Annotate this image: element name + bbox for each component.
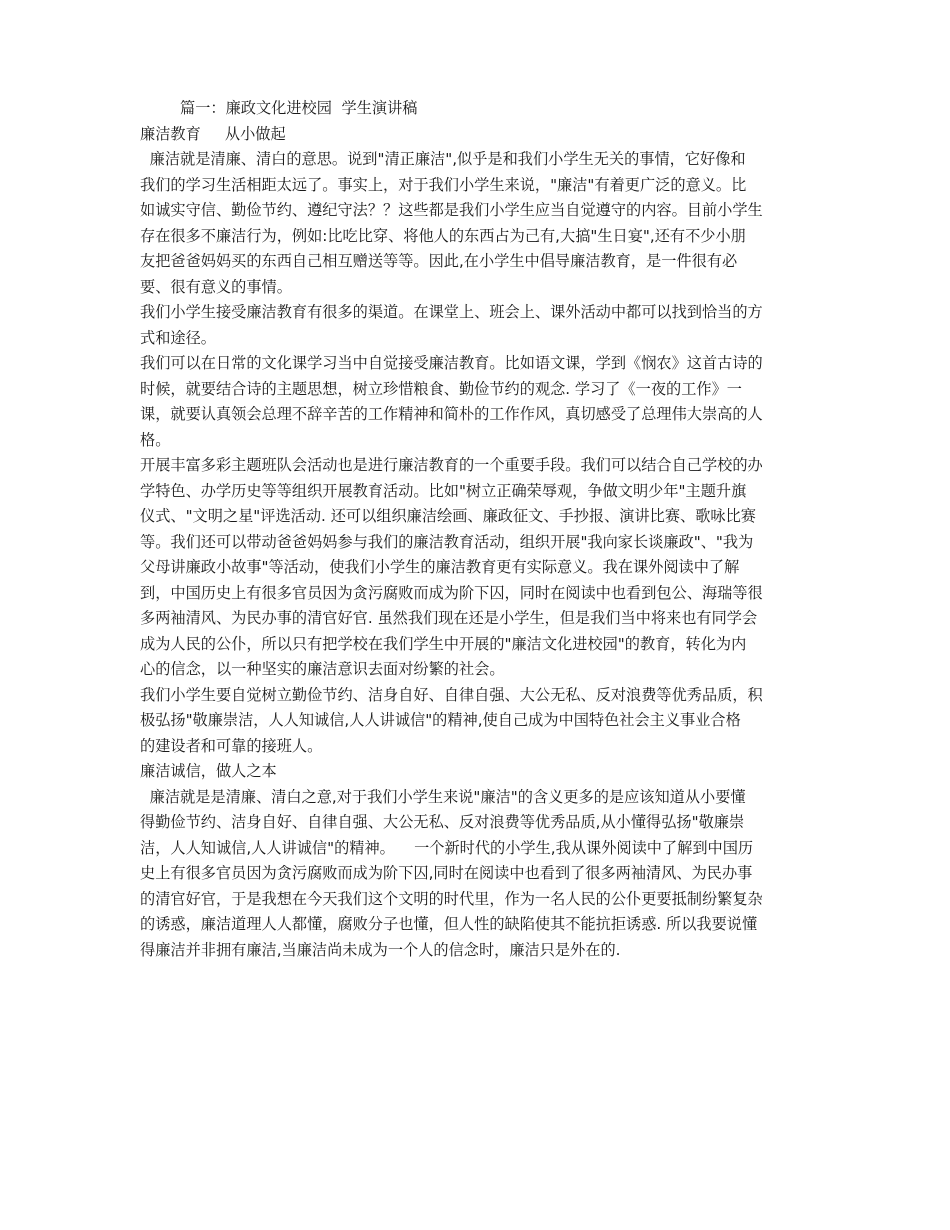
text-line: 廉洁就是是清廉、清白之意,对于我们小学生来说"廉洁"的含义更多的是应该知道从小要懂 — [140, 787, 746, 806]
text-line: 我们的学习生活相距太远了。事实上，对于我们小学生来说，"廉洁"有着更广泛的意义。比 — [140, 175, 747, 194]
document-body — [140, 96, 812, 963]
text-line: 到，中国历史上有很多官员因为贪污腐败而成为阶下囚，同时在阅读中也看到包公、海瑞等很 — [140, 583, 763, 602]
text-line: 的建设者和可靠的接班人。 — [140, 736, 323, 755]
text-line: 存在很多不廉洁行为，例如:比吃比穿、将他人的东西占为己有,大搞"生日宴",还有不少小朋 — [140, 226, 746, 245]
text-line: 的清官好官，于是我想在今天我们这个文明的时代里，作为一名人民的公仆更要抵制纷繁复杂 — [140, 889, 763, 908]
text-line: 极弘扬"敬廉崇洁，人人知诚信,人人讲诚信"的精神,使自己成为中国特色社会主义事业合格 — [140, 711, 741, 729]
text-line: 廉洁教育 从小做起 — [140, 124, 286, 143]
text-line: 多两袖清风、为民办事的清官好官. 虽然我们现在还是小学生，但是我们当中将来也有同学会 — [140, 609, 758, 627]
text-line: 父母讲廉政小故事"等活动，使我们小学生的廉洁教育更有实际意义。我在课外阅读中了解 — [140, 558, 740, 576]
text-line: 课，就要认真领会总理不辞辛苦的工作精神和简朴的工作作风，真切感受了总理伟大崇高的人 — [140, 405, 763, 423]
text-line: 我们小学生接受廉洁教育有很多的渠道。在课堂上、班会上、课外活动中都可以找到恰当的方 — [140, 303, 763, 321]
text-line: 洁，人人知诚信,人人讲诚信"的精神。 一个新时代的小学生,我从课外阅读中了解到中国历 — [140, 838, 754, 857]
text-line: 廉洁诚信，做人之本 — [140, 762, 277, 780]
text-line: 等。我们还可以带动爸爸妈妈参与我们的廉洁教育活动，组织开展"我向家长谈廉政"、"我为 — [140, 532, 754, 551]
document-title: 篇一：廉政文化进校园 学生演讲稿 — [180, 99, 418, 117]
text-line: 学特色、办学历史等等组织开展教育活动。比如"树立正确荣辱观，争做文明少年"主题升旗 — [140, 481, 747, 500]
text-line: 格。 — [140, 430, 171, 449]
document-text — [140, 122, 812, 964]
text-line: 廉洁就是清廉、清白的意思。说到"清正廉洁",似乎是和我们小学生无关的事情，它好像和 — [140, 150, 746, 168]
text-line: 友把爸爸妈妈买的东西自己相互赠送等等。因此,在小学生中倡导廉洁教育，是一件很有必 — [140, 252, 738, 270]
text-line: 史上有很多官员因为贪污腐败而成为阶下囚,同时在阅读中也看到了很多两袖清风、为民办事 — [140, 864, 753, 882]
text-line: 开展丰富多彩主题班队会活动也是进行廉洁教育的一个重要手段。我们可以结合自己学校的办 — [140, 456, 763, 474]
text-line: 要、很有意义的事情。 — [140, 277, 292, 296]
text-line: 成为人民的公仆，所以只有把学校在我们学生中开展的"廉洁文化进校园"的教育，转化为内 — [140, 634, 747, 653]
text-line: 我们小学生要自觉树立勤俭节约、洁身自好、自律自强、大公无私、反对浪费等优秀品质，积 — [140, 685, 763, 704]
text-line: 得廉洁并非拥有廉洁,当廉洁尚未成为一个人的信念时，廉洁只是外在的. — [140, 940, 621, 959]
text-line: 我们可以在日常的文化课学习当中自觉接受廉洁教育。比如语文课，学到《悯农》这首古诗的 — [140, 354, 763, 372]
text-line: 得勤俭节约、洁身自好、自律自强、大公无私、反对浪费等优秀品质,从小懂得弘扬"敬廉崇 — [140, 813, 745, 831]
text-line: 的诱惑，廉洁道理人人都懂，腐败分子也懂，但人性的缺陷使其不能抗拒诱惑. 所以我要说懂 — [140, 915, 758, 933]
text-line: 心的信念，以一种坚实的廉洁意识去面对纷繁的社会。 — [140, 660, 505, 678]
text-line: 仪式、"文明之星"评选活动. 还可以组织廉洁绘画、廉政征文、手抄报、演讲比赛、歌咏比赛 — [140, 507, 756, 525]
text-line: 时候，就要结合诗的主题思想，树立珍惜粮食、勤俭节约的观念. 学习了《一夜的工作》一 — [140, 379, 742, 398]
text-line: 式和途径。 — [140, 328, 216, 347]
text-line: 如诚实守信、勤俭节约、遵纪守法？？这些都是我们小学生应当自觉遵守的内容。目前小学生 — [140, 201, 763, 219]
